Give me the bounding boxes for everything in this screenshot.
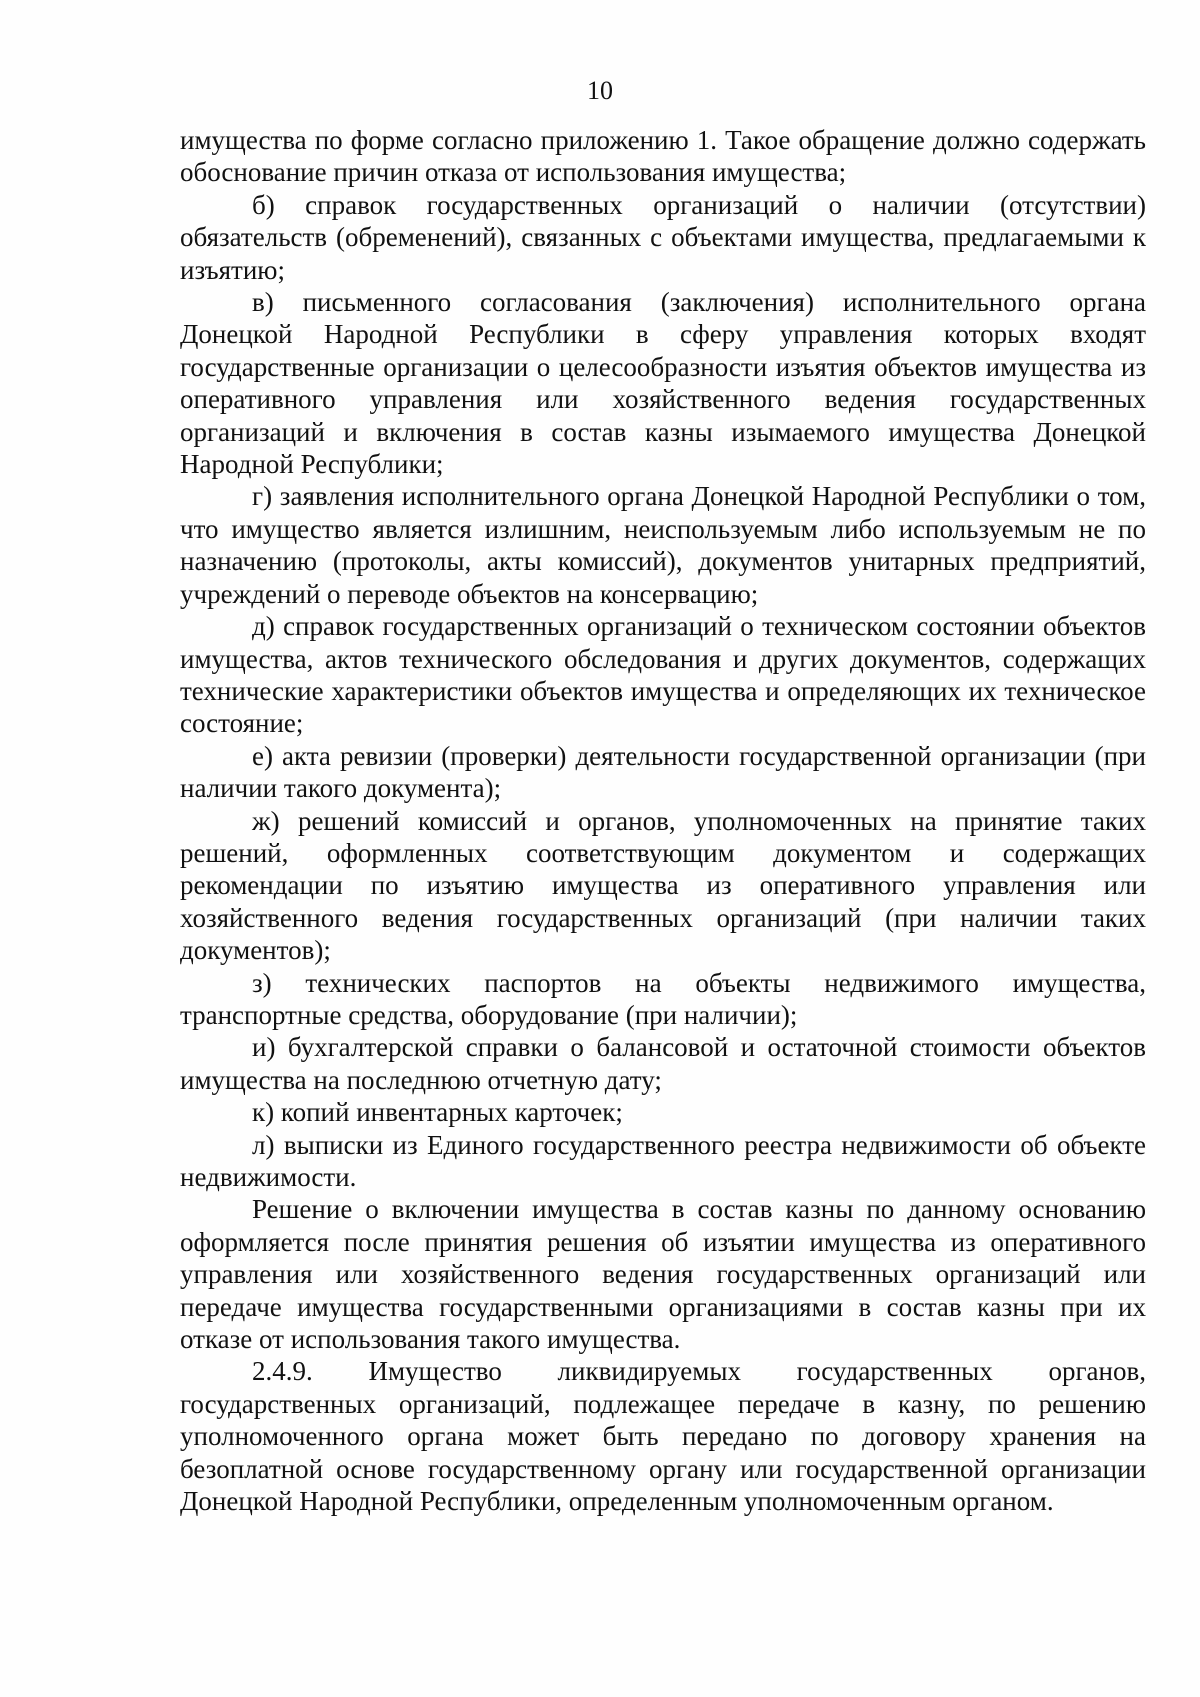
list-item-g: г) заявления исполнительного органа Донецкой Народной Республики о том, что имущество является излишним, неиспользуемым либо используемым не по назначению (протоколы, акты комиссий), документов унитарных предприятий, учреждений о переводе объектов на консервацию; — [180, 481, 1146, 609]
paragraph-decision: Решение о включении имущества в состав казны по данному основанию оформляется после принятия решения об изъятии имущества из оперативного управления или хозяйственного ведения государственных организаций или передаче имущества государственными организациями в состав казны при их отказе от использования такого имущества. — [180, 1194, 1146, 1355]
list-item-k: к) копий инвентарных карточек; — [252, 1097, 623, 1128]
list-item-d: д) справок государственных организаций о техническом состоянии объектов имущества, актов технического обследования и других документов, содержащих технические характеристики объектов имущества и определяющих их техническое состояние; — [180, 611, 1146, 739]
list-item-z: з) технических паспортов на объекты недвижимого имущества, транспортные средства, оборудование (при наличии); — [180, 967, 1146, 1030]
document-body — [180, 124, 1146, 1517]
list-item-b: б) справок государственных организаций о наличии (отсутствии) обязательств (обременений), связанных с объектами имущества, предлагаемыми к изъятию; — [180, 189, 1146, 285]
list-item-zh: ж) решений комиссий и органов, уполномоченных на принятие таких решений, оформленных соответствующим документом и содержащих рекомендации по изъятию имущества из оперативного управления или хозяйственного ведения государственных организаций (при наличии таких документов); — [180, 805, 1146, 966]
paragraph-continuation: имущества по форме согласно приложению 1. Такое обращение должно содержать обоснование причин отказа от использования имущества; — [180, 125, 1146, 188]
list-item-l: л) выписки из Единого государственного реестра недвижимости об объекте недвижимости. — [180, 1129, 1146, 1192]
list-item-v: в) письменного согласования (заключения) исполнительного органа Донецкой Народной Республики в сферу управления которых входят государственные организации о целесообразности изъятия объектов имущества из оперативного управления или хозяйственного ведения государственных организаций и включения в состав казны изымаемого имущества Донецкой Народной Республики; — [180, 287, 1146, 480]
list-item-i: и) бухгалтерской справки о балансовой и остаточной стоимости объектов имущества на последнюю отчетную дату; — [180, 1032, 1146, 1095]
section-2-4-9: 2.4.9. Имущество ликвидируемых государственных органов, государственных организаций, подлежащее передаче в казну, по решению уполномоченного органа может быть передано по договору хранения на безоплатной основе государственному органу или государственной организации Донецкой Народной Республики, определенным уполномоченным органом. — [180, 1356, 1146, 1517]
page-number: 10 — [587, 76, 613, 105]
list-item-e: е) акта ревизии (проверки) деятельности государственной организации (при наличии такого документа); — [180, 740, 1146, 804]
